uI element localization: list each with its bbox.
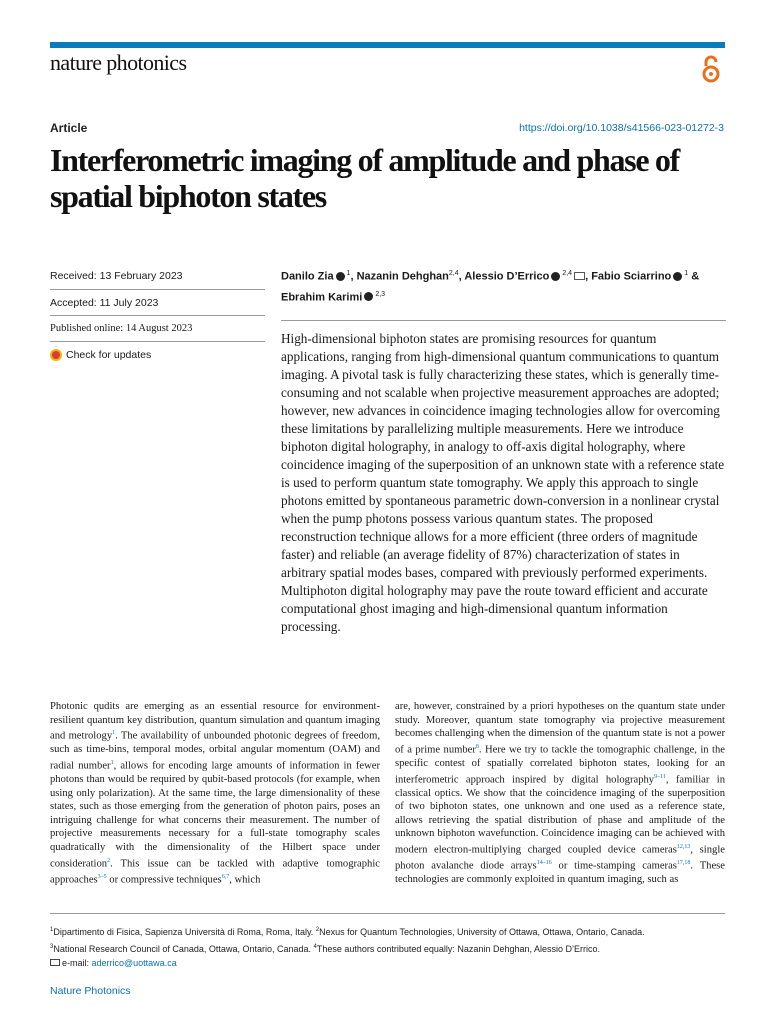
text-run: , which [229, 874, 261, 886]
citation-ref[interactable]: 3 [50, 943, 54, 950]
text-run: or time-stamping cameras [551, 860, 677, 872]
citation-ref[interactable]: 3–5 [97, 873, 107, 880]
author-affiliation: 2,3 [375, 290, 386, 298]
text-run: Photonic qudits are emerging as an essential resource for environment-resilient quantum key distribution, quantum simulation and quantum imaging and metrology [50, 701, 380, 742]
author-name[interactable]: Fabio Sciarrino [591, 270, 672, 283]
affiliation-line [50, 940, 730, 957]
check-for-updates-button[interactable] [50, 341, 265, 367]
citation-ref[interactable]: 6,7 [221, 873, 230, 880]
citation-ref[interactable]: 17,18 [676, 860, 691, 867]
email-label: e-mail: [62, 958, 92, 968]
citation-ref[interactable]: 1 [110, 759, 114, 766]
text-run: Dipartimento di Fisica, Sapienza Università di Roma, Roma, Italy. [53, 927, 316, 937]
text-run: These authors contributed equally: Nazanin Dehghan, Alessio D’Errico. [316, 943, 601, 954]
accepted-date: Accepted: 11 July 2023 [50, 289, 265, 315]
correspondence-line [50, 956, 730, 971]
text-run: National Research Council of Canada, Ottawa, Ontario, Canada. [53, 943, 314, 954]
text-run: , allows for encoding large amounts of information in fewer photons than would be required by qubit-based protocols (for example, when using only polarization). At the same time, the large dimensionality of these states, such as those emerging from the generation of photon pairs, poses an intriguing challenge for what concerns their measurement. The number of projective measurements necessary for a full-state tomography scales quadratically with the dimensionality of the Hilbert space under consideration [50, 760, 380, 870]
author-affiliation: 1 [346, 270, 351, 277]
open-access-icon[interactable] [700, 54, 722, 84]
check-for-updates-icon [50, 349, 62, 361]
text-run: . The availability of unbounded photonic degrees of freedom, such as time-bins, temporal modes, orbital angular momentum (OAM) and radial number [50, 730, 380, 772]
text-run: . This issue can be tackled with adaptive tomographic approaches [50, 858, 380, 886]
footnote-divider [50, 913, 725, 914]
publication-dates [50, 263, 265, 367]
article-title: Interferometric imaging of amplitude and phase of spatial biphoton states [50, 142, 679, 214]
orcid-icon[interactable] [551, 272, 560, 281]
orcid-icon[interactable] [364, 292, 373, 301]
author-affiliation: 2,4 [448, 270, 459, 277]
affiliations-footnote [50, 923, 730, 971]
citation-ref[interactable]: 4 [313, 943, 317, 950]
article-type-label: Article [50, 121, 88, 135]
author-affiliation: 1 [684, 270, 689, 277]
journal-footer[interactable]: Nature Photonics [50, 985, 131, 997]
author-name[interactable]: Alessio D’Errico [464, 270, 550, 283]
author-affiliation: 2,4 [562, 270, 573, 277]
journal-name[interactable]: nature photonics [50, 50, 187, 75]
email-icon [50, 959, 60, 966]
published-date: Published online: 14 August 2023 [50, 315, 265, 341]
citation-ref[interactable]: 2 [315, 927, 320, 933]
email-icon[interactable] [574, 272, 585, 280]
citation-ref[interactable]: 14–16 [536, 860, 552, 867]
text-run: . Here we try to tackle the tomographic challenge, in the specific contest of spatially correlated biphoton states, looking for an interferometric approach inspired by digital holography [395, 744, 725, 786]
citation-ref[interactable]: 12,13 [676, 844, 691, 850]
orcid-icon[interactable] [336, 272, 345, 281]
author-name[interactable]: Ebrahim Karimi [281, 291, 363, 304]
abstract-divider [281, 320, 726, 321]
body-column-left [50, 700, 380, 887]
orcid-icon[interactable] [673, 272, 682, 281]
text-run: are, however, constrained by a priori hypotheses on the quantum state under study. Moreover, quantum state tomography via projective measurement becomes challenging when the dimension of the quantum state is not a power of a prime number [395, 701, 725, 756]
doi-link[interactable]: https://doi.org/10.1038/s41566-023-01272-3 [519, 122, 724, 134]
abstract: High-dimensional biphoton states are promising resources for quantum applications, ranging from high-dimensional quantum communications to quantum imaging. A pivotal task is fully characterizing these states, which is generally time-consuming and not scalable when projective measurement approaches are adopted; however, new advances in coincidence imaging technologies allow for overcoming these limitations by parallelizing multiple measurements. Here we introduce biphoton digital holography, in analogy to off-axis digital holography, where coincidence imaging of the superposition of an unknown state with a reference state is used to perform quantum state tomography. We apply this approach to single photons emitted by spontaneous parametric down-conversion in a nonlinear crystal when the pump photons possess various quantum states. The proposed reconstruction technique allows for a more efficient (three orders of magnitude faster) and reliable (an average fidelity of 87%) characterization of states in arbitrary spatial modes bases, compared with previously performed experiments. Multiphoton digital holography may pave the route toward efficient and accurate computational ghost imaging and high-dimensional quantum information processing. [281, 331, 725, 634]
text-run: Nexus for Quantum Technologies, University of Ottawa, Ottawa, Ontario, Canada. [319, 927, 645, 937]
received-date: Received: 13 February 2023 [50, 270, 183, 282]
author-name[interactable]: Nazanin Dehghan [356, 270, 449, 283]
text-run: or compressive techniques [106, 874, 222, 886]
citation-ref[interactable]: 9–11 [654, 773, 666, 780]
citation-ref[interactable]: 1 [50, 927, 54, 933]
journal-header-bar [50, 42, 725, 48]
affiliation-line [50, 923, 730, 940]
citation-ref[interactable]: 1 [112, 730, 116, 737]
text-run: , single photon avalanche diode arrays [395, 844, 725, 872]
citation-ref[interactable]: 2 [107, 857, 111, 864]
body-column-right [395, 700, 725, 887]
author-name[interactable]: Danilo Zia [281, 270, 334, 283]
email-link[interactable]: aderrico@uottawa.ca [91, 958, 177, 968]
check-for-updates-label: Check for updates [66, 348, 152, 361]
author-list: Danilo Zia $^1$, Nazanin Dehghan$^{2,4}$, Alessio D’Errico $^{2,4}$ , Fabio Sciarrino $^1$ & Ebrahim Karimi $^{2,3}$ [281, 270, 700, 304]
text-run: . These technologies are commonly exploited in quantum imaging, such as [395, 860, 725, 886]
citation-ref[interactable]: 8 [475, 743, 479, 750]
text-run: , familiar in classical optics. We show that the coincidence imaging of the superposition of two biphoton states, one unknown and one used as a reference state, allows retrieving the spatial distribution of phase and amplitude of the unknown biphoton wavefunction. Coincidence imaging can be achieved with modern electron-multiplying charged coupled device cameras [395, 774, 725, 856]
